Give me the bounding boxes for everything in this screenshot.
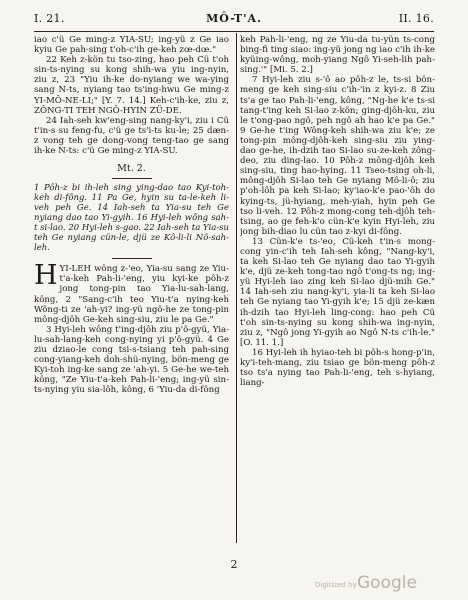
text-paragraph: 7 Hyi-leh ziu s-'ô ao pôh-z le, ts-si bön-meng ge keh sing-siu c'ih-'in z kyi-z. 8 Ziu ts'a ge tao Pah-li-'eng, kông, "Ng-he k'e ts-si tang-t'ing keh Si-lao z-kön; ging-djôh-ku, ziu le t'ong-pao ngô, peh ngô ah hao k'e pa Ge." 9 Ge-he t'ing Wông-keh shih-wa ziu k'e; ze tong-pin mông-djôh-keh sing-siu ziu ying-dao ge-he, ih-dzih tao Si-lao su-ze-keh zông-deo, ziu ding-lao. 10 Pôh-z mông-djôh keh sing-siu, ting hao-hying. 11 Tseo-tsing oh-li, mông-djôh Si-lao teh Ge nyiang Mô-li-ô; ziu p'oh-lôh pa keh Si-lao; ky'iao-k'e pao-'ôh do kying-ts, jü-hyiang, meh-yiah, hyin peh Ge tso li-veh. 12 Pôh-z mong-cong teh-djôh teh-tsing, ao ge feh-k'o cün-k'e kyin Hyi-leh, ziu jong bih-diao lu cün tao z-kyi di-fông. — [240, 75, 435, 237]
text-paragraph: 22 Keh z-kön tu tso-zing, hao peh Cü t'oh sin-ts-nying su kong shih-wa yiu ing-nyin, ziu z, 23 "Yiu ih-ke do-nyiang we wa-ying sang N-ts, nyiang tao ts'ing-hwu Ge ming-z YI-MÔ-NE-LI;" [Y. 7. 14.] Keh-c'ih-ke, ziu z, ZÔNG-TI TEH NGÔ-HYIN ZÜ-DE. — [34, 55, 229, 116]
left-column — [34, 35, 229, 535]
watermark-logo-text: Google — [357, 573, 417, 593]
header-rule — [34, 31, 434, 32]
drop-cap: H — [34, 260, 58, 292]
text-paragraph: 24 Iah-seh kw'eng-sing nang-ky'i, ziu i Cü t'in-s su feng-fu, c'ü ge ts'i-ts ku-le; 25 dæn-z vong teh ge dong-vong teng-tao ge sang ih-ke N-ts: c'ü Ge ming-z YIA-SU. — [34, 115, 229, 157]
running-header — [34, 12, 434, 28]
column-divider — [236, 33, 237, 543]
chapter-summary: 1 Pôh-z bi ih-leh sing ying-dao tao Kyi-toh-keh di-fông. 11 Pa Ge, hyin su ta-le-keh li-veh peh Ge. 14 Iah-seh ta Yia-su teh Ge nyiang dao tao Yi-gyih. 16 Hyi-leh wông sah-t si-lao. 20 Hyi-leh s-gao. 22 Iah-seh ta Yia-su teh Ge nyiang cün-le, djü ze Kô-li-li Nô-sah-leh. — [34, 183, 229, 254]
right-column — [240, 35, 435, 535]
header-book-title: MÔ-T'A. — [206, 12, 262, 25]
page-number: 2 — [230, 558, 238, 571]
text-paragraph: 13 Cün-k'e ts-'eo, Cü-keh t'in-s mong-cong yin-c'ih teh Iah-seh kông, "Nang-ky'i, ta keh Si-lao teh Ge nyiang dao tao Yi-gyih k'e, djü ze-keh tong-tao ngô t'ong-ts ng; ing-yü Hyi-leh iao zing keh Si-lao djü-mih Ge." 14 Iah-seh ziu nang-ky'i, yia-li ta keh Si-lao teh Ge nyiang tao Yi-gyih k'e; 15 djü ze-kæn ih-dzih tao Hyi-leh ling-cong: hao peh Cü t'oh sin-ts-nying su kong shih-wa ing-nyin, ziu z, "Ngô jong Yi-gyih ao Ngô N-ts c'ih-le." [O. 11. 1.] — [240, 236, 435, 348]
paragraph-text: YI-LEH wông z-'eo, Yia-su sang ze Yiu-t'a-keh Pah-li-'eng, yiu kyi-ke pôh-z jong tong-pin tao Yia-lu-sah-lang, kông, 2 "Sang-c'ih teo Yiu-t'a nying-keh Wông-ti ze 'ah-yi? ing-yü ngô-he ze tong-pin mông-djôh Ge-keh sing-siu, ziu le pa Ge." — [34, 264, 229, 325]
header-left-reference: I. 21. — [34, 12, 65, 25]
header-right-reference: II. 16. — [398, 12, 434, 25]
text-paragraph: iao c'ü Ge ming-z YIA-SU; ing-yü z Ge iao kyiu Ge pah-sing t'oh-c'ih ge-keh zœ-dœ." — [34, 35, 229, 56]
text-paragraph: 16 Hyi-leh ih hyiao-teh bi pôh-s hong-p'in, ky'i-teh-mang, ziu tsiao ge bön-meng pôh-z tso ts'a nying tao Pah-li-'eng, teh s-hyiang, liang- — [240, 347, 435, 389]
heading-rule — [112, 178, 152, 179]
text-paragraph — [34, 260, 229, 325]
google-watermark — [315, 572, 455, 594]
chapter-heading: Mt. 2. — [117, 163, 146, 175]
watermark-small-text: Digitized by — [315, 581, 357, 589]
text-paragraph: keh Pah-li-'eng, ng ze Yiu-da tu-yün ts-cong bing-fi ting siao: ing-yü jong ng iao c'ih ih-ke kyüing-wông, moh-yiang Ngô Yi-seh-lih pah-sing.'" [Mi. 5. 2.] — [240, 35, 435, 76]
summary-rule — [112, 258, 152, 259]
text-paragraph: 3 Hyi-leh wông t'ing-djôh ziu p'ô-gyü, Yia-lu-sah-lang-keh cong-nying yi p'ô-gyü. 4 Ge ziu dziao-le cong tsi-s-tsiang teh pah-sing cong-yiang-keh doh-shü-nying, bön-meng ge Kyi-toh ing-ke sang ze 'ah-yi. 5 Ge-he we-teh kông, "Ze Yiu-t'a-keh Pah-li-'eng; ing-yü sin-ts-nying yiu sia-lôh, kông, 6 'Yiu-da di-fông — [34, 324, 229, 396]
